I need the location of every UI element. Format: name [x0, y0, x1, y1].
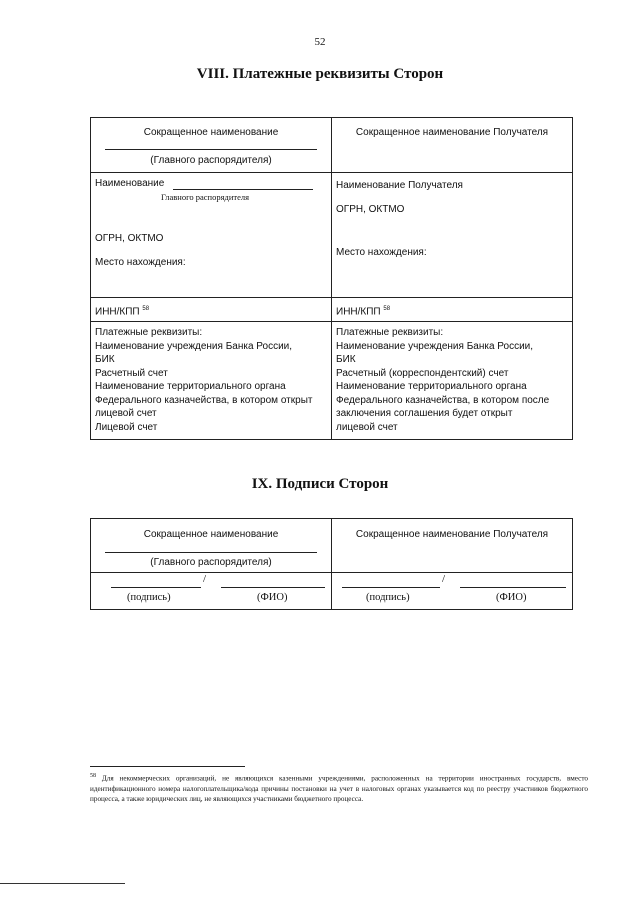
right-payment-line: Платежные реквизиты: — [336, 327, 444, 338]
left-payment-line: Лицевой счет — [95, 421, 158, 433]
sign-left-signature-line — [111, 587, 201, 588]
signatures-table — [90, 518, 573, 610]
right-payment-line: Расчетный (корреспондентский) счет — [336, 367, 509, 379]
left-name-row — [91, 177, 331, 190]
left-name-label: Наименование — [95, 178, 165, 189]
sign-left-signature-caption: (подпись) — [127, 592, 171, 603]
page-number: 52 — [314, 36, 326, 48]
sign-left-cell — [91, 573, 332, 610]
left-name-line — [173, 189, 313, 190]
sign-right-signature-caption: (подпись) — [366, 592, 410, 603]
left-payment-line: Федерального казначейства, в котором открыт — [95, 394, 313, 406]
sign-header-right: Сокращенное наименование Получателя — [355, 529, 549, 540]
footnote — [90, 771, 588, 805]
header-left-bottom: (Главного распорядителя) — [150, 155, 272, 166]
left-name-caption: Главного распорядителя — [161, 192, 250, 202]
sign-left-slash: / — [203, 573, 207, 585]
sign-left-name-line — [221, 587, 325, 588]
header-left-top: Сокращенное наименование — [143, 127, 279, 138]
left-ogrn: ОГРН, ОКТМО — [95, 233, 164, 244]
sign-right-name-caption: (ФИО) — [496, 592, 527, 603]
right-payment-line: БИК — [336, 354, 356, 365]
section-9-title: IX. Подписи Сторон — [251, 476, 389, 492]
inn-left-cell — [91, 298, 332, 322]
left-location: Место нахождения: — [95, 257, 186, 268]
right-location: Место нахождения: — [336, 247, 427, 258]
sign-right-name-line — [460, 587, 566, 588]
inn-left-footnote-ref: 58 — [142, 306, 150, 312]
footnote-text: Для некоммерческих организаций, не являющихся казенными учреждениями, расположенных на территории иностранных государств, вместо идентификационного номера налогоплательщика/кода причины постановки на учет в налоговых органах указывается код по реестру участников бюджетного процесса, а также юридических лиц, не являющихся участниками бюджетного процесса. — [90, 774, 588, 804]
inn-right-label: ИНН/КПП — [336, 306, 381, 318]
inn-right — [332, 303, 572, 318]
inn-right-cell — [332, 298, 573, 322]
left-payment-line: Расчетный счет — [95, 367, 168, 379]
left-payment-line: лицевой счет — [95, 408, 157, 419]
left-payment-line: БИК — [95, 354, 115, 365]
sign-right-cell — [332, 573, 573, 610]
left-payment-line: Платежные реквизиты: — [95, 327, 203, 338]
sign-header-left-underline — [105, 552, 317, 553]
header-right-cell — [332, 118, 573, 173]
left-details-cell — [91, 173, 332, 298]
right-payment-line: заключения соглашения будет открыт — [336, 408, 513, 419]
sign-header-left-top: Сокращенное наименование — [143, 529, 279, 540]
sign-header-left-bottom: (Главного распорядителя) — [150, 557, 272, 568]
footnote-rule — [90, 766, 245, 767]
right-payment-cell — [332, 322, 573, 440]
header-right: Сокращенное наименование Получателя — [355, 127, 549, 138]
left-payment-line: Наименование территориального органа — [95, 381, 286, 392]
header-left-underline — [105, 149, 317, 150]
sign-header-right-cell — [332, 519, 573, 573]
payment-details-table — [90, 117, 573, 440]
sign-left-name-caption: (ФИО) — [257, 592, 288, 603]
left-payment-line: Наименование учреждения Банка России, — [95, 340, 293, 352]
right-payment-line: Наименование учреждения Банка России, — [336, 340, 534, 352]
right-payment-line: Наименование территориального органа — [336, 381, 527, 392]
inn-right-footnote-ref: 58 — [383, 306, 391, 312]
right-payment-line: Федерального казначейства, в котором после — [336, 394, 550, 406]
sign-right-signature-line — [342, 587, 440, 588]
inn-left-label: ИНН/КПП — [95, 306, 140, 318]
inn-left — [91, 303, 331, 318]
bottom-rule — [0, 883, 125, 884]
section-8-title: VIII. Платежные реквизиты Сторон — [196, 66, 444, 82]
right-name-label: Наименование Получателя — [336, 180, 463, 191]
right-details-cell — [332, 173, 573, 298]
sign-header-left-cell — [91, 519, 332, 573]
footnote-number: 58 — [90, 773, 96, 779]
left-payment-cell — [91, 322, 332, 440]
right-ogrn: ОГРН, ОКТМО — [336, 204, 405, 215]
header-left-cell — [91, 118, 332, 173]
right-payment-line: лицевой счет — [336, 421, 398, 433]
sign-right-slash: / — [442, 573, 446, 585]
